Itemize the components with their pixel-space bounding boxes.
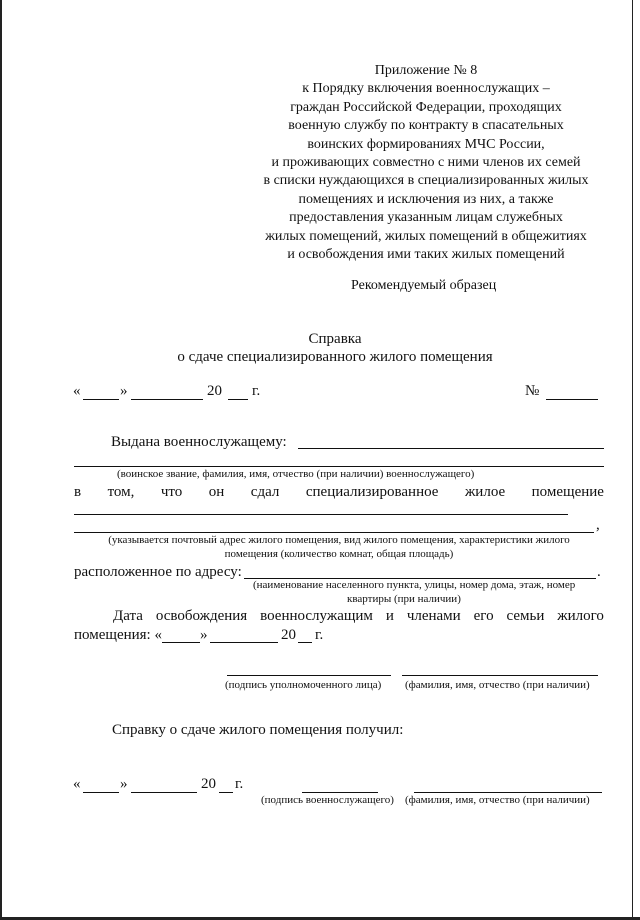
- serviceman-signature-hint: (подпись военнослужащего): [261, 794, 394, 806]
- document-title: Справка: [308, 331, 362, 347]
- handed-word: он: [208, 484, 225, 500]
- appendix-line: жилых помещений, жилых помещений в общежитиях: [265, 228, 587, 244]
- day-field[interactable]: [83, 399, 119, 400]
- release-word: освобождения: [155, 608, 248, 624]
- appendix-line: и проживающих совместно с ними членов их семей: [271, 155, 581, 171]
- issued-field[interactable]: [298, 448, 604, 449]
- receipt-year-field[interactable]: [219, 792, 233, 793]
- issued-hint: (воинское звание, фамилия, имя, отчество (при наличии) военнослужащего): [117, 468, 475, 480]
- premises-field-line2[interactable]: [74, 532, 594, 533]
- year-field[interactable]: [228, 399, 248, 400]
- issued-field-line2[interactable]: [74, 466, 604, 467]
- release-word: Дата: [113, 608, 143, 624]
- date-open-quote: «: [73, 383, 81, 399]
- date-close-quote: »: [120, 383, 128, 399]
- appendix-line: военную службу по контракту в спасательных: [288, 118, 564, 134]
- year-prefix: 20: [207, 383, 222, 399]
- release-word: жилого: [557, 608, 604, 624]
- handed-word: том,: [107, 484, 135, 500]
- authorized-signature-hint: (подпись уполномоченного лица): [225, 679, 382, 691]
- address-hint-1: (наименование населенного пункта, улицы, номер дома, этаж, номер: [253, 579, 576, 591]
- release-year-suffix: г.: [315, 627, 324, 643]
- received-label: Справку о сдаче жилого помещения получил:: [112, 722, 404, 738]
- receipt-close-quote: »: [120, 776, 128, 792]
- authorized-name-hint: (фамилия, имя, отчество (при наличии): [405, 679, 590, 691]
- release-word: членами: [406, 608, 461, 624]
- premises-field[interactable]: [74, 514, 568, 515]
- document-subtitle: о сдаче специализированного жилого помещения: [177, 349, 493, 365]
- address-period: .: [597, 564, 601, 580]
- release-month-field[interactable]: [210, 642, 278, 643]
- release-year-prefix: 20: [281, 627, 296, 643]
- address-label: расположенное по адресу:: [74, 564, 242, 580]
- issued-label: Выдана военнослужащему:: [111, 434, 287, 450]
- appendix-line: воинских формированиях МЧС России,: [307, 136, 545, 152]
- scan-edge-left: [0, 0, 2, 920]
- scan-edge-right: [632, 0, 633, 920]
- release-word: военнослужащим: [260, 608, 373, 624]
- receipt-day-field[interactable]: [83, 792, 119, 793]
- release-word: семьи: [506, 608, 545, 624]
- serviceman-name-field[interactable]: [414, 792, 602, 793]
- handed-word: специализированное: [305, 484, 439, 500]
- year-suffix: г.: [252, 383, 261, 399]
- handed-word: сдал: [250, 484, 280, 500]
- authorized-name-field[interactable]: [402, 675, 598, 676]
- handed-word: жилое: [464, 484, 506, 500]
- receipt-open-quote: «: [73, 776, 81, 792]
- handed-word: помещение: [531, 484, 604, 500]
- appendix-line: и освобождения ими таких жилых помещений: [287, 247, 565, 263]
- number-field[interactable]: [546, 399, 598, 400]
- premises-hint-1: (указывается почтовый адрес жилого помещения, вид жилого помещения, характеристики жилого: [108, 534, 570, 546]
- serviceman-name-hint: (фамилия, имя, отчество (при наличии): [405, 794, 590, 806]
- sample-label: Рекомендуемый образец: [351, 278, 497, 293]
- appendix-number: Приложение № 8: [374, 63, 478, 78]
- release-word: его: [473, 608, 494, 624]
- release-year-field[interactable]: [298, 642, 312, 643]
- release-statement: [113, 608, 604, 625]
- appendix-header: [236, 62, 616, 264]
- serviceman-signature-field[interactable]: [302, 792, 378, 793]
- release-prefix: помещения: «: [74, 627, 162, 643]
- authorized-signature-field[interactable]: [227, 675, 391, 676]
- appendix-line: помещениях и исключения из них, а также: [298, 191, 554, 207]
- release-day-field[interactable]: [162, 642, 200, 643]
- receipt-month-field[interactable]: [131, 792, 197, 793]
- handed-statement: [74, 484, 604, 501]
- address-hint-2: квартиры (при наличии): [347, 593, 461, 605]
- release-close-quote: »: [200, 627, 208, 643]
- month-field[interactable]: [131, 399, 203, 400]
- appendix-line: к Порядку включения военнослужащих –: [302, 81, 550, 97]
- premises-comma: ,: [596, 517, 600, 533]
- receipt-year-prefix: 20: [201, 776, 216, 792]
- appendix-line: предоставления указанным лицам служебных: [289, 210, 563, 226]
- release-word: и: [385, 608, 394, 624]
- appendix-line: граждан Российской Федерации, проходящих: [290, 99, 562, 115]
- premises-hint-2: помещения (количество комнат, общая площадь): [224, 548, 454, 560]
- handed-word: что: [160, 484, 183, 500]
- number-label: №: [525, 383, 540, 399]
- appendix-line: в списки нуждающихся в специализированных жилых: [263, 173, 589, 189]
- receipt-year-suffix: г.: [235, 776, 244, 792]
- handed-word: в: [74, 484, 82, 500]
